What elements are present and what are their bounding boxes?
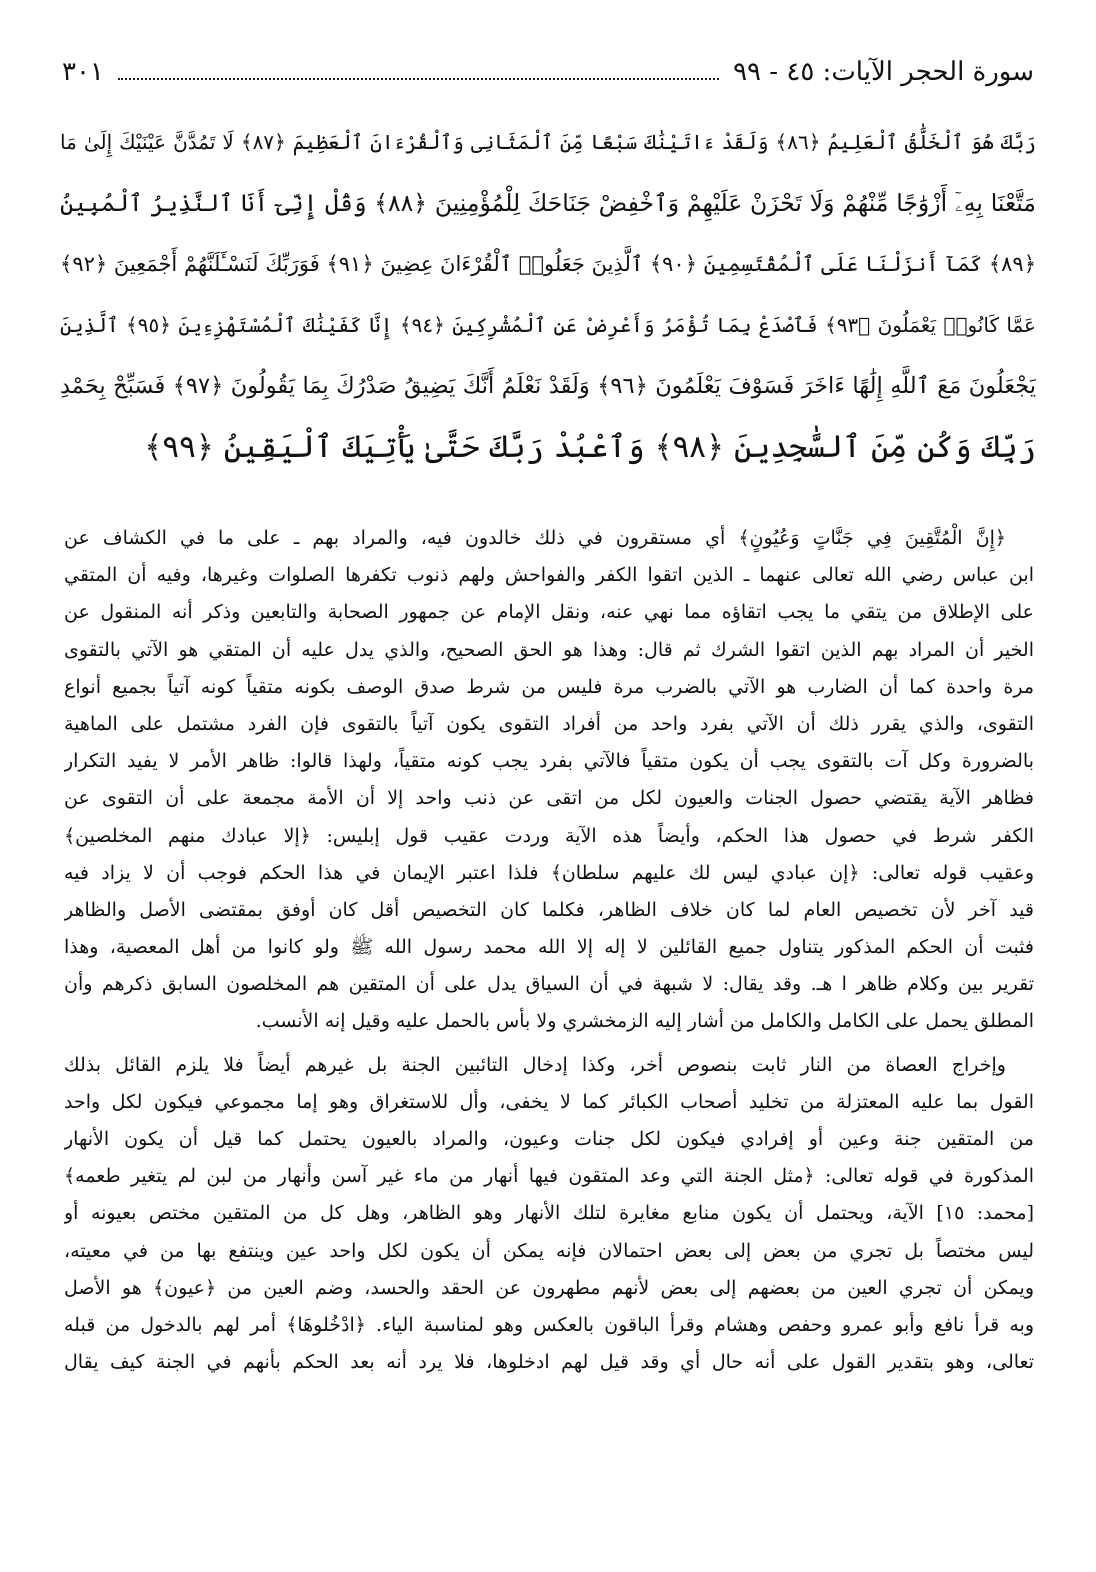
commentary-line: المذكورة في قوله تعالى: ﴿مثل الجنة التي وعد المتقون فيها أنهار من ماء غير آسن وأنهار من لبن لم يتغير طعمه﴾ [64, 1165, 1034, 1188]
commentary-line: قيد آخر لأن تخصيص العام لما كان خلاف الظاهر، فكلما كان التخصيص أقل كان أوفق بمقتضى الأصل والظاهر [64, 898, 1034, 921]
quran-verses [60, 112, 1036, 478]
commentary-line: التقوى، والذي يقرر ذلك أن الآتي بفرد واحد من أفراد التقوى يكون آتياً بالتقوى فإن الفرد مشتمل على الماهية [64, 712, 1034, 735]
commentary-line: على الإطلاق من يتقي ما يجب اتقاؤه مما نهي عنه، ونقل الإمام عن جمهور الصحابة والتابعين وذكر أنه المنقول عن [64, 601, 1034, 624]
commentary-line: تقرير بين وكلام ظاهر ا هـ. وقد يقال: لا شبهة في أن السياق يدل على أن المتقين هم المخلصون السابق ذكرهم وأن [64, 973, 1034, 996]
commentary-paragraph-2 [64, 1047, 1034, 1382]
verse-line: ﴿٨٩﴾ كَمَآ أَنزَلْنَا عَلَى ٱلْمُقْتَسِمِينَ ﴿٩٠﴾ ٱلَّذِينَ جَعَلُوا۟ ٱلْقُرْءَانَ عِضِينَ ﴿٩١﴾ فَوَرَبِّكَ لَنَسْـَٔلَنَّهُمْ أَجْمَعِينَ ﴿٩٢﴾ [60, 252, 1036, 276]
commentary-line: القول بما عليه المعتزلة من تخليد أصحاب الكبائر كما لا يخفى، وأل للاستغراق وهو إما مجموعي فيكون لكل واحد [64, 1090, 1034, 1113]
commentary-line: تعالى، وهو بتقدير القول على أنه حال أي وقد قيل لهم ادخلوها، فلا يرد أنه بعد الحكم بأنهم في الجنة كيف يقال [64, 1351, 1034, 1374]
verse-line: رَبَّكَ هُوَ ٱلْخَلَّٰقُ ٱلْعَلِيمُ ﴿٨٦﴾ وَلَقَدْ ءَاتَيْنَٰكَ سَبْعًا مِّنَ ٱلْمَثَانِى وَٱلْقُرْءَانَ ٱلْعَظِيمَ ﴿٨٧﴾ لَا تَمُدَّنَّ عَيْنَيْكَ إِلَىٰ مَا [60, 130, 1036, 154]
commentary-line: المطلق يحمل على الكامل والكامل من أشار إليه الزمخشري ولا بأس بالحمل عليه وقيل إنه الأنسب. [255, 1010, 1034, 1033]
commentary-line: بالضرورة وكل آت بالتقوى يجب أن يكون متقياً فالآتي بفرد يجب كونه متقياً، ولهذا قالوا: ظاهر الأمر لا يفيد التكرار [64, 750, 1034, 773]
tafsir-commentary [64, 520, 1034, 1381]
commentary-line: فظاهر الآية يقتضي حصول الجنات والعيون لكل من اتقى عن ذنب واحد إلا أن الأمة مجمعة على أن التقوى عن [64, 787, 1034, 810]
page-header [62, 52, 1034, 92]
commentary-line: الخير أن المراد بهم الذين اتقوا الشرك ثم قال: وهذا هو الحق الصحيح، والذي يدل عليه أن المتقي هو الآتي بالتقوى [64, 638, 1034, 661]
verse-line: يَجْعَلُونَ مَعَ ٱللَّهِ إِلَٰهًا ءَاخَرَ فَسَوْفَ يَعْلَمُونَ ﴿٩٦﴾ وَلَقَدْ نَعْلَمُ أَنَّكَ يَضِيقُ صَدْرُكَ بِمَا يَقُولُونَ ﴿٩٧﴾ فَسَبِّحْ بِحَمْدِ [60, 373, 1036, 399]
commentary-line: وعقيب قوله تعالى: ﴿إن عبادي ليس لك عليهم سلطان﴾ فلذا اعتبر الإيمان في هذا الحكم فوجب أن لا يزاد فيه [64, 861, 1034, 884]
page-number: ٣٠١ [62, 57, 104, 87]
commentary-line: وإخراج العصاة من النار ثابت بنصوص أخر، وكذا إدخال التائبين الجنة بل غيرهم أيضاً فلا يلزم القائل بذلك [64, 1053, 1006, 1076]
commentary-line: [محمد: ١٥] الآية، ويحتمل أن يكون منابع مغايرة لتلك الأنهار وهو الظاهر، وهل كل من المتقين مختص بعيونه أو [64, 1202, 1034, 1225]
verse-line: عَمَّا كَانُوا۟ يَعْمَلُونَ ﴿٩٣﴾ فَٱصْدَعْ بِمَا تُؤْمَرُ وَأَعْرِضْ عَنِ ٱلْمُشْرِكِينَ ﴿٩٤﴾ إِنَّا كَفَيْنَٰكَ ٱلْمُسْتَهْزِءِينَ ﴿٩٥﴾ ٱلَّذِينَ [60, 313, 1036, 337]
commentary-line: فثبت أن الحكم المذكور يتناول جميع القائلين لا إله إلا الله محمد رسول الله ﷺ ولو كانوا من أهل المعصية، وهذا [64, 936, 1034, 959]
surah-title: سورة الحجر الآيات: ٤٥ - ٩٩ [733, 57, 1034, 87]
commentary-line: ﴿إِنَّ الْمُتَّقِينَ فِي جَنَّاتٍ وَعُيُونٍ﴾ أي مستقرون في ذلك خالدون فيه، والمراد بهم ـ على ما في الكشاف عن [64, 527, 1006, 549]
commentary-line: الكفر شرط في حصول هذا الحكم، وأيضاً هذه الآية وردت عقيب قول إبليس: ﴿إلا عبادك منهم المخلصين﴾ [64, 824, 1034, 847]
commentary-line: من المتقين جنة وعين أو إفرادي فيكون لكل جنات وعيون، والمراد بالعيون يحتمل كما قيل أن يكون الأنهار [64, 1128, 1034, 1150]
header-leader-dots [118, 64, 719, 80]
commentary-line: ويمكن أن تجري العين من بعضهم إلى بعض لأنهم مطهرون عن الحقد والحسد، وضم العين من ﴿عيون﴾ هو الأصل [64, 1276, 1034, 1299]
commentary-paragraph-1 [64, 520, 1034, 1041]
commentary-line: ابن عباس رضي الله تعالى عنهما ـ الذين اتقوا الكفر والفواحش ولهم ذنوب تكفرها الصلوات وغيرها، وفيه أن المتقي [64, 564, 1034, 587]
verse-line: مَتَّعْنَا بِهِۦٓ أَزْوَٰجًا مِّنْهُمْ وَلَا تَحْزَنْ عَلَيْهِمْ وَٱخْفِضْ جَنَاحَكَ لِلْمُؤْمِنِينَ ﴿٨٨﴾ وَقُلْ إِنِّىٓ أَنَا ٱلنَّذِيرُ ٱلْمُبِينُ [60, 189, 1036, 217]
commentary-line: ليس مختصاً بل تجري من بعض إلى بعض احتمالان فإنه يمكن أن يكون لكل واحد عين وينتفع بها من في معيته، [64, 1239, 1034, 1262]
commentary-line: مرة واحدة كما أن الضارب هو الآتي بالضرب مرة فليس من شرط صدق الوصف بكونه متقياً كونه آتياً بجميع أنواع [64, 675, 1034, 698]
commentary-line: وبه قرأ نافع وأبو عمرو وحفص وهشام وقرأ الباقون بالعكس وهو لمناسبة الياء. ﴿ادْخُلوهَا﴾ أمر لهم بالدخول من قبله [64, 1313, 1034, 1336]
verse-line: رَبِّكَ وَكُن مِّنَ ٱلسَّٰجِدِينَ ﴿٩٨﴾ وَٱعْبُدْ رَبَّكَ حَتَّىٰ يَأْتِيَكَ ٱلْيَقِينُ ﴿٩٩﴾ [144, 429, 1036, 465]
